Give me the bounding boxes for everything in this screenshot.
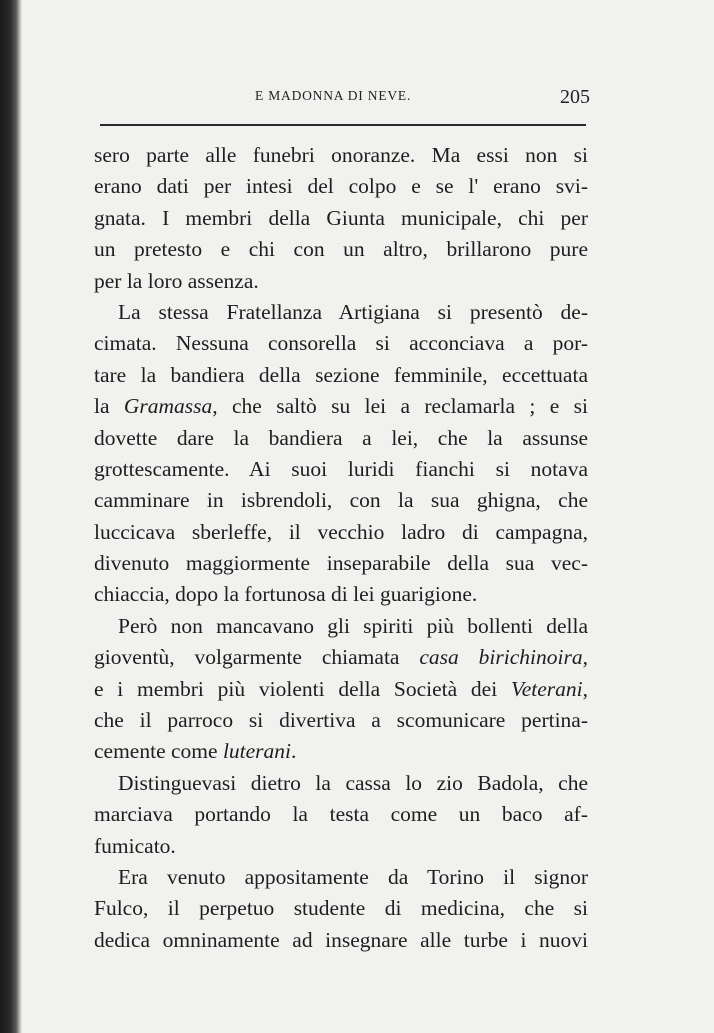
text-line: Distinguevasi dietro la cassa lo zio Badola, che: [118, 770, 588, 795]
text-line: per la loro assenza.: [94, 268, 259, 293]
text-line: [94, 736, 588, 767]
text-line: erano dati per intesi del colpo e se l' erano svi-: [94, 174, 588, 199]
header-rule: [100, 124, 586, 126]
text-line: sero parte alle funebri onoranze. Ma essi non si: [94, 143, 588, 167]
text-segment: .: [291, 739, 297, 764]
text-line: un pretesto e chi con un altro, brillarono pure: [94, 237, 588, 262]
text-segment: ,: [582, 645, 588, 670]
text-segment: gioventù, volgarmente chiamata: [94, 645, 420, 670]
text-segment: la: [94, 394, 124, 419]
text-line: [94, 391, 588, 422]
text-line: divenuto maggiormente inseparabile della sua vec-: [94, 551, 588, 576]
text-line: gnata. I membri della Giunta municipale, chi per: [94, 205, 588, 230]
text-line: fumicato.: [94, 833, 176, 858]
text-line: grottescamente. Ai suoi luridi fianchi si notava: [94, 456, 588, 481]
page-binding-edge: [0, 0, 22, 1033]
text-segment: e i membri più violenti della Società dei: [94, 676, 511, 701]
text-line: cimata. Nessuna consorella si acconciava a por-: [94, 331, 588, 356]
body-text: [94, 140, 588, 956]
text-line: Però non mancavano gli spiriti più bollenti della: [118, 613, 588, 638]
italic-term: casa birichinoira: [419, 645, 583, 670]
text-line: Era venuto appositamente da Torino il signor: [118, 864, 588, 889]
text-line: [94, 674, 588, 705]
text-line: che il parroco si divertiva a scomunicare pertina-: [94, 708, 588, 733]
italic-term: luterani: [222, 739, 292, 764]
italic-name: Gramassa: [123, 394, 213, 419]
text-line: chiaccia, dopo la fortunosa di lei guarigione.: [94, 582, 478, 607]
text-segment: ,: [582, 676, 588, 701]
text-line: camminare in isbrendoli, con la sua ghigna, che: [94, 488, 588, 513]
text-line: dedica omninamente ad insegnare alle turbe i nuovi: [94, 927, 588, 952]
page-number: 205: [560, 86, 590, 108]
text-segment: , che saltò su lei a reclamarla ; e si: [212, 394, 588, 419]
italic-term: Veterani: [510, 676, 583, 701]
running-header: E MADONNA DI NEVE.: [255, 88, 412, 103]
text-line: La stessa Fratellanza Artigiana si presentò de-: [118, 299, 588, 324]
text-line: marciava portando la testa come un baco af-: [94, 802, 588, 827]
text-segment: cemente come: [94, 739, 223, 764]
text-line: tare la bandiera della sezione femminile, eccettuata: [94, 362, 588, 387]
text-line: Fulco, il perpetuo studente di medicina, che si: [94, 896, 588, 921]
text-line: luccicava sberleffe, il vecchio ladro di campagna,: [94, 519, 588, 544]
text-line: dovette dare la bandiera a lei, che la assunse: [94, 425, 588, 450]
text-line: [94, 642, 588, 673]
